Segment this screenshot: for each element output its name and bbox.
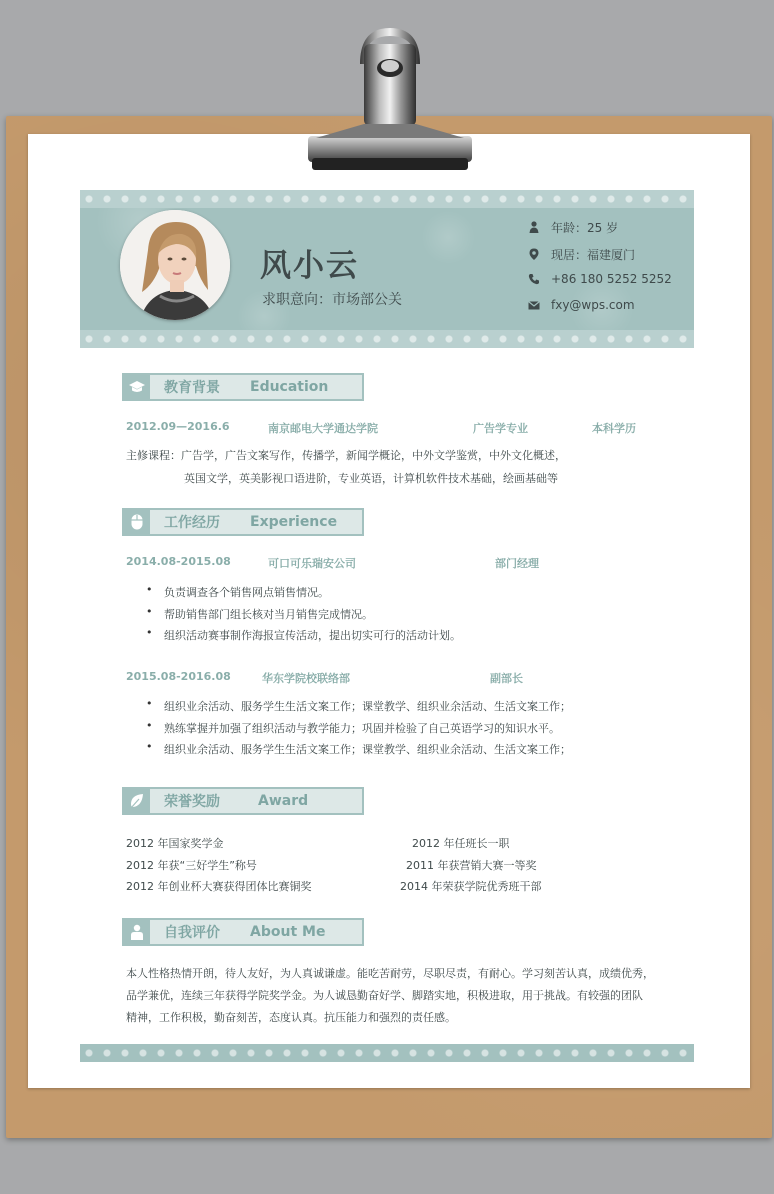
education-major: 广告学专业 [473,422,528,435]
phone-text: +86 180 5252 5252 [551,272,672,286]
experience-title-en: Experience [250,514,338,530]
about-line3: 精神，工作积极，勤奋刻苦，态度认真。抗压能力和强烈的责任感。 [126,1011,456,1024]
education-courses-line1: 主修课程：广告学，广告文案写作，传播学，新闻学概论，中外文学鉴赏，中外文化概述， [126,449,566,462]
contact-location [528,244,635,264]
list-item: • 帮助销售部门组长核对当月销售完成情况。 [146,606,461,628]
job1-company: 可口可乐瑞安公司 [268,557,356,570]
education-degree: 本科学历 [592,422,636,435]
job2-company: 华东学院校联络部 [262,672,350,685]
award-right-1: 2012 年任班长一职 [412,837,510,850]
about-title-en: About Me [250,924,326,940]
award-left-1: 2012 年国家奖学金 [126,837,224,850]
contact-age [528,217,618,237]
mouse-icon [131,514,143,530]
section-title-education [122,373,364,401]
lace-border-top [80,190,694,208]
about-line2: 品学兼优，连续三年获得学院奖学金。为人诚恳勤奋好学、脚踏实地，积极进取，用于挑战。有较强的团队 [126,989,643,1002]
education-school: 南京邮电大学通达学院 [268,422,378,435]
job2-role: 副部长 [490,672,523,685]
about-line1: 本人性格热情开朗，待人友好，为人真诚谦虚。能吃苦耐劳，尽职尽责，有耐心。学习刻苦认真，成绩优秀， [126,967,654,980]
list-item: • 组织活动赛事制作海报宣传活动，提出切实可行的活动计划。 [146,627,461,649]
job2-period: 2015.08-2016.08 [126,670,231,683]
section-title-experience [122,508,364,536]
award-right-3: 2014 年荣获学院优秀班干部 [400,880,542,893]
person-icon [130,924,144,940]
education-title-cn: 教育背景 [164,380,220,396]
education-title-en: Education [250,379,329,395]
awards-title-cn: 荣誉奖励 [164,794,220,810]
list-item: • 组织业余活动、服务学生生活文案工作；课堂教学、组织业余活动、生活文案工作； [146,698,571,720]
person-icon [528,221,540,233]
phone-icon [528,273,540,285]
job2-duties [146,698,571,763]
portrait-image [120,210,230,320]
award-left-3: 2012 年创业杯大赛获得团体比赛铜奖 [126,880,312,893]
email-icon [528,299,540,311]
binder-clip-icon [300,24,478,176]
avatar [120,210,230,320]
section-title-awards [122,787,364,815]
award-left-2: 2012 年获“三好学生”称号 [126,859,257,872]
section-title-about [122,918,364,946]
contact-email [528,295,635,315]
list-item: • 组织业余活动、服务学生生活文案工作；课堂教学、组织业余活动、生活文案工作； [146,741,571,763]
lace-border-footer [80,1044,694,1062]
email-text: fxy@wps.com [551,298,635,312]
job1-period: 2014.08-2015.08 [126,555,231,568]
education-courses-line2: 英国文学，英美影视口语进阶，专业英语，计算机软件技术基础，绘画基础等 [184,472,558,485]
list-item: • 负责调查各个销售网点销售情况。 [146,584,461,606]
location-text: 现居：福建厦门 [551,247,636,262]
awards-title-en: Award [258,793,309,809]
age-text: 年龄：25 岁 [551,220,619,235]
location-pin-icon [528,248,540,260]
job1-role: 部门经理 [495,557,539,570]
about-title-cn: 自我评价 [164,925,220,941]
graduation-cap-icon [129,380,145,394]
experience-title-cn: 工作经历 [164,515,220,531]
education-period: 2012.09—2016.6 [126,420,230,433]
candidate-name: 风小云 [260,248,359,284]
list-item: • 熟练掌握并加强了组织活动与教学能力；巩固并检验了自己英语学习的知识水平。 [146,720,571,742]
leaf-icon [129,793,145,809]
award-right-2: 2011 年获营销大赛一等奖 [406,859,537,872]
job-objective: 求职意向：市场部公关 [262,292,402,308]
job1-duties [146,584,461,649]
lace-border-bottom [80,330,694,348]
contact-phone [528,269,672,289]
